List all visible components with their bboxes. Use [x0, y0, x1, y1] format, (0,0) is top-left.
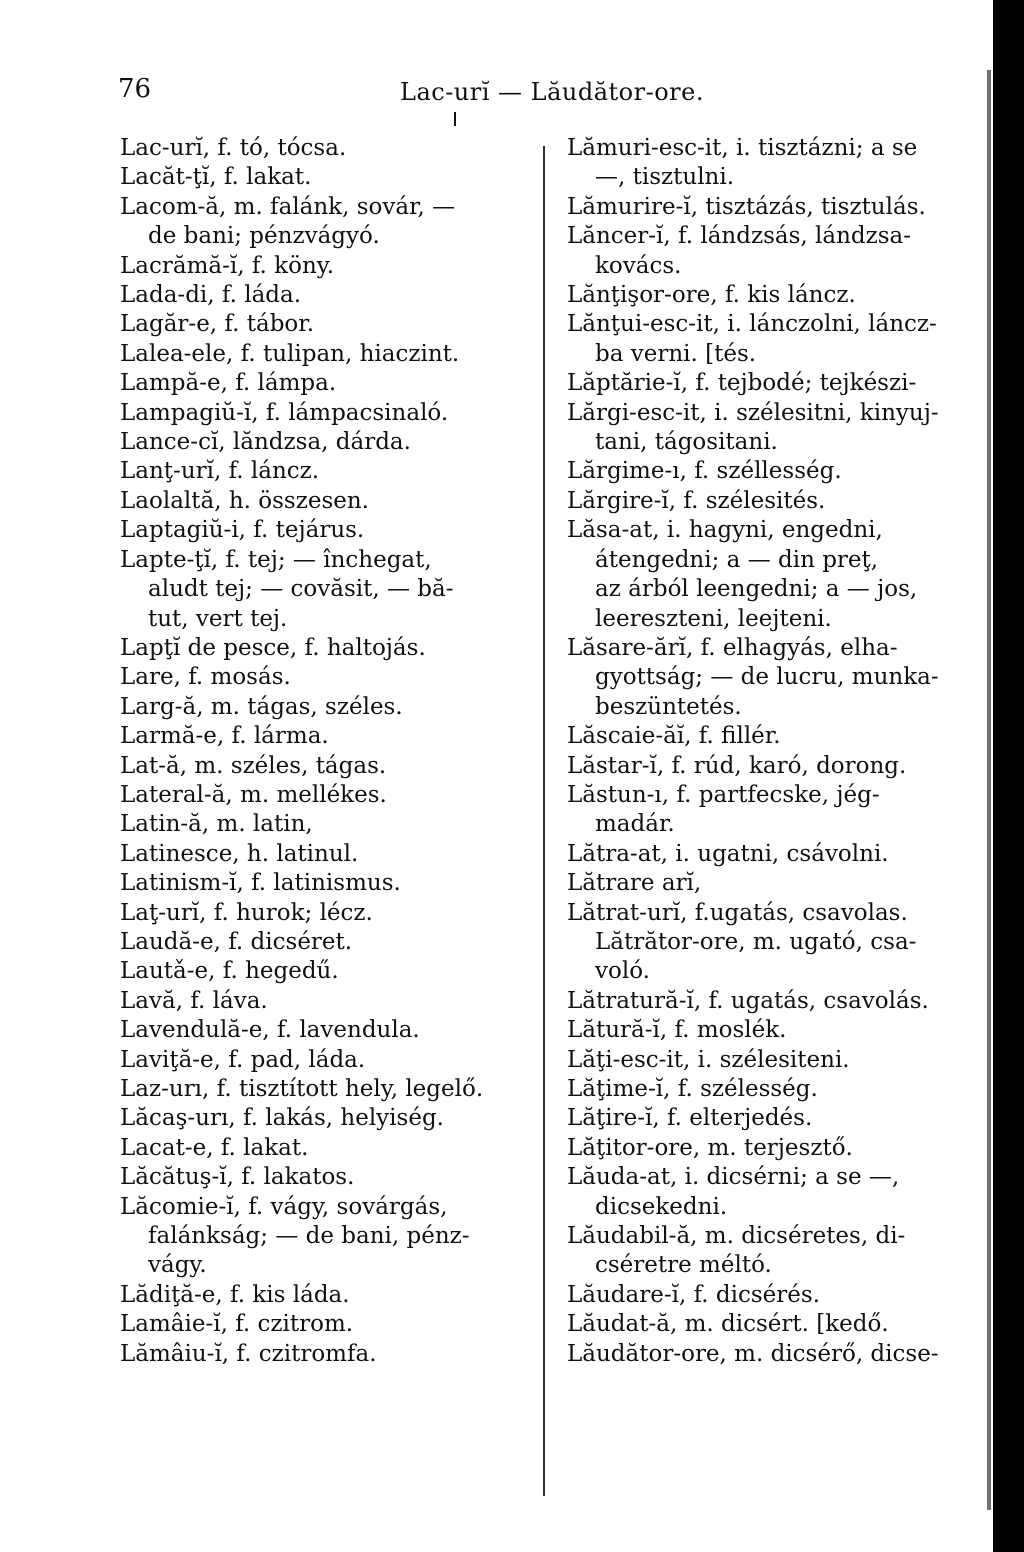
- dictionary-entry: Lăudabil-ă, m. dicséretes, di-: [567, 1223, 906, 1250]
- dictionary-entry: Lăstun-ı, f. partfecske, jég-: [567, 781, 880, 808]
- scan-edge-bar: [993, 0, 1024, 1552]
- dictionary-entry: Lapte-ţĭ, f. tej; — închegat,: [120, 546, 432, 573]
- dictionary-entry: Lătură-ĭ, f. moslék.: [567, 1017, 787, 1044]
- entry-continuation: beszüntetés.: [595, 693, 742, 720]
- dictionary-entry: Lătra-at, i. ugatni, csávolni.: [567, 840, 889, 867]
- dictionary-entry: Lacrămă-ĭ, f. köny.: [120, 252, 335, 279]
- dictionary-entry: Lăptărie-ĭ, f. tejbodé; tejkészi-: [567, 370, 917, 397]
- dictionary-entry: Laz-urı, f. tisztított hely, legelő.: [120, 1076, 484, 1102]
- dictionary-entry: Lapţĭ de pesce, f. haltojás.: [120, 634, 426, 661]
- dictionary-entry: Lănţui-esc-it, i. lánczolni, láncz-: [567, 311, 937, 338]
- entry-continuation: az árból leengedni; a — jos,: [595, 576, 918, 603]
- dictionary-entry: Lăudat-ă, m. dicsért. [kedő.: [567, 1311, 889, 1338]
- dictionary-entry: Lada-di, f. láda.: [120, 282, 302, 309]
- dictionary-entry: Lăudător-ore, m. dicsérő, dicse-: [567, 1340, 939, 1367]
- entry-continuation: cséretre méltó.: [595, 1252, 772, 1279]
- dictionary-entry: Lăsare-ărĭ, f. elhagyás, elha-: [567, 634, 898, 661]
- dictionary-entry: Lărgire-ĭ, f. szélesités.: [567, 487, 826, 514]
- dictionary-entry: Lacăt-ţĭ, f. lakat.: [120, 164, 312, 191]
- dictionary-entry: Lance-cĭ, lăndzsa, dárda.: [120, 429, 411, 456]
- column-separator: [543, 146, 545, 1496]
- dictionary-entry: Laudă-e, f. dicséret.: [120, 928, 353, 955]
- entry-continuation: de bani; pénzvágyó.: [148, 223, 380, 250]
- dictionary-entry: Lanţ-urĭ, f. láncz.: [120, 458, 320, 485]
- entry-continuation: aludt tej; — covăsit, — bă-: [148, 576, 454, 603]
- dictionary-entry: Laţ-urĭ, f. hurok; lécz.: [120, 899, 373, 926]
- dictionary-entry: Lămurire-ĭ, tisztázás, tisztulás.: [567, 193, 926, 220]
- entry-continuation: voló.: [595, 958, 650, 985]
- entry-continuation: falánkság; — de bani, pénz-: [148, 1223, 470, 1250]
- dictionary-entry: Lătrare arĭ,: [567, 870, 702, 897]
- left-column: [120, 134, 530, 1369]
- entry-continuation: kovács.: [595, 252, 682, 279]
- dictionary-entry: Lăudare-ĭ, f. dicsérés.: [567, 1281, 820, 1308]
- header-mark: [454, 112, 456, 126]
- dictionary-entry: Lărgi-esc-it, i. szélesitni, kinyuj-: [567, 399, 939, 426]
- dictionary-entry: Lamâie-ĭ, f. czitrom.: [120, 1311, 354, 1338]
- dictionary-entry: Lăţime-ĭ, f. szélesség.: [567, 1076, 818, 1102]
- dictionary-entry: Lăcătuş-ĭ, f. lakatos.: [120, 1164, 355, 1191]
- dictionary-entry: Latin-ă, m. latin,: [120, 811, 313, 838]
- dictionary-entry: Laviţă-e, f. pad, láda.: [120, 1046, 366, 1073]
- dictionary-entry: Lalea-ele, f. tulipan, hiaczint.: [120, 340, 460, 367]
- entry-continuation: leereszteni, leejteni.: [595, 605, 832, 632]
- dictionary-entry: Laolaltă, h. összesen.: [120, 487, 369, 514]
- dictionary-entry: Lămuri-esc-it, i. tisztázni; a se: [567, 135, 918, 161]
- dictionary-entry: Lare, f. mosás.: [120, 664, 291, 691]
- dictionary-entry: Lătratură-ĭ, f. ugatás, csavolás.: [567, 987, 929, 1014]
- dictionary-entry: Lămâiu-ĭ, f. czitromfa.: [120, 1340, 377, 1367]
- entry-continuation: madár.: [595, 811, 675, 838]
- entry-continuation: átengedni; a — din preţ,: [595, 546, 879, 573]
- page-number: 76: [118, 74, 152, 104]
- dictionary-entry: Lătrat-urĭ, f.ugatás, csavolas.: [567, 899, 908, 926]
- dictionary-entry: Lădiţă-e, f. kis láda.: [120, 1281, 350, 1308]
- dictionary-entry: Latinesce, h. latinul.: [120, 840, 359, 867]
- dictionary-entry: Lateral-ă, m. mellékes.: [120, 781, 387, 808]
- entry-continuation: gyottság; — de lucru, munka-: [595, 664, 939, 691]
- dictionary-entry: Lat-ă, m. széles, tágas.: [120, 752, 387, 779]
- dictionary-entry: Lagăr-e, f. tábor.: [120, 311, 315, 338]
- dictionary-entry: Lăcaş-urı, f. lakás, helyiség.: [120, 1105, 444, 1132]
- entry-continuation: tut, vert tej.: [148, 605, 288, 632]
- dictionary-entry: Lăţi-esc-it, i. szélesiteni.: [567, 1046, 850, 1073]
- dictionary-entry: Lăstar-ĭ, f. rúd, karó, dorong.: [567, 752, 907, 779]
- scan-edge-strip: [987, 70, 991, 1510]
- entry-continuation: vágy.: [148, 1252, 207, 1279]
- dictionary-entry: Lacat-e, f. lakat.: [120, 1134, 309, 1161]
- dictionary-entry: Lăncer-ĭ, f. lándzsás, lándzsa-: [567, 223, 912, 250]
- dictionary-entry: Laptagiŭ-i, f. tejárus.: [120, 517, 365, 544]
- dictionary-entry: Lăuda-at, i. dicsérni; a se —,: [567, 1164, 900, 1191]
- dictionary-entry: Lampă-e, f. lámpa.: [120, 370, 337, 397]
- dictionary-entry: Lac-urĭ, f. tó, tócsa.: [120, 135, 347, 161]
- dictionary-entry: Lănţişor-ore, f. kis láncz.: [567, 282, 856, 309]
- entry-continuation: tani, tágositani.: [595, 429, 778, 456]
- entry-continuation: —, tisztulni.: [595, 164, 735, 191]
- dictionary-entry: Lăţire-ĭ, f. elterjedés.: [567, 1105, 813, 1132]
- dictionary-entry: Lăţitor-ore, m. terjesztő.: [567, 1134, 853, 1161]
- dictionary-entry: Lacom-ă, m. falánk, sovár, —: [120, 193, 456, 220]
- dictionary-entry: Lampagiŭ-ĭ, f. lámpacsinaló.: [120, 399, 449, 426]
- dictionary-entry: Lărgime-ı, f. széllesség.: [567, 458, 842, 485]
- entry-continuation: ba verni. [tés.: [595, 340, 757, 367]
- dictionary-entry: Lăcomie-ĭ, f. vágy, sovárgás,: [120, 1193, 448, 1220]
- dictionary-entry: Larg-ă, m. tágas, széles.: [120, 693, 403, 720]
- dictionary-entry: Lavendulă-e, f. lavendula.: [120, 1017, 420, 1044]
- right-column: [567, 134, 967, 1369]
- entry-continuation: Lătrător-ore, m. ugató, csa-: [595, 928, 917, 955]
- running-head: Lac-urĭ — Lăudător-ore.: [400, 78, 704, 106]
- dictionary-entry: Lăsa-at, i. hagyni, engedni,: [567, 517, 883, 544]
- dictionary-entry: Lăscaie-ăĭ, f. fillér.: [567, 723, 781, 750]
- entry-continuation: dicsekedni.: [595, 1193, 728, 1220]
- dictionary-entry: Lavă, f. láva.: [120, 987, 268, 1014]
- dictionary-entry: Latinism-ĭ, f. latinismus.: [120, 870, 401, 897]
- dictionary-entry: Larmă-e, f. lárma.: [120, 723, 329, 750]
- dictionary-entry: Lautǎ-e, f. hegedű.: [120, 958, 339, 985]
